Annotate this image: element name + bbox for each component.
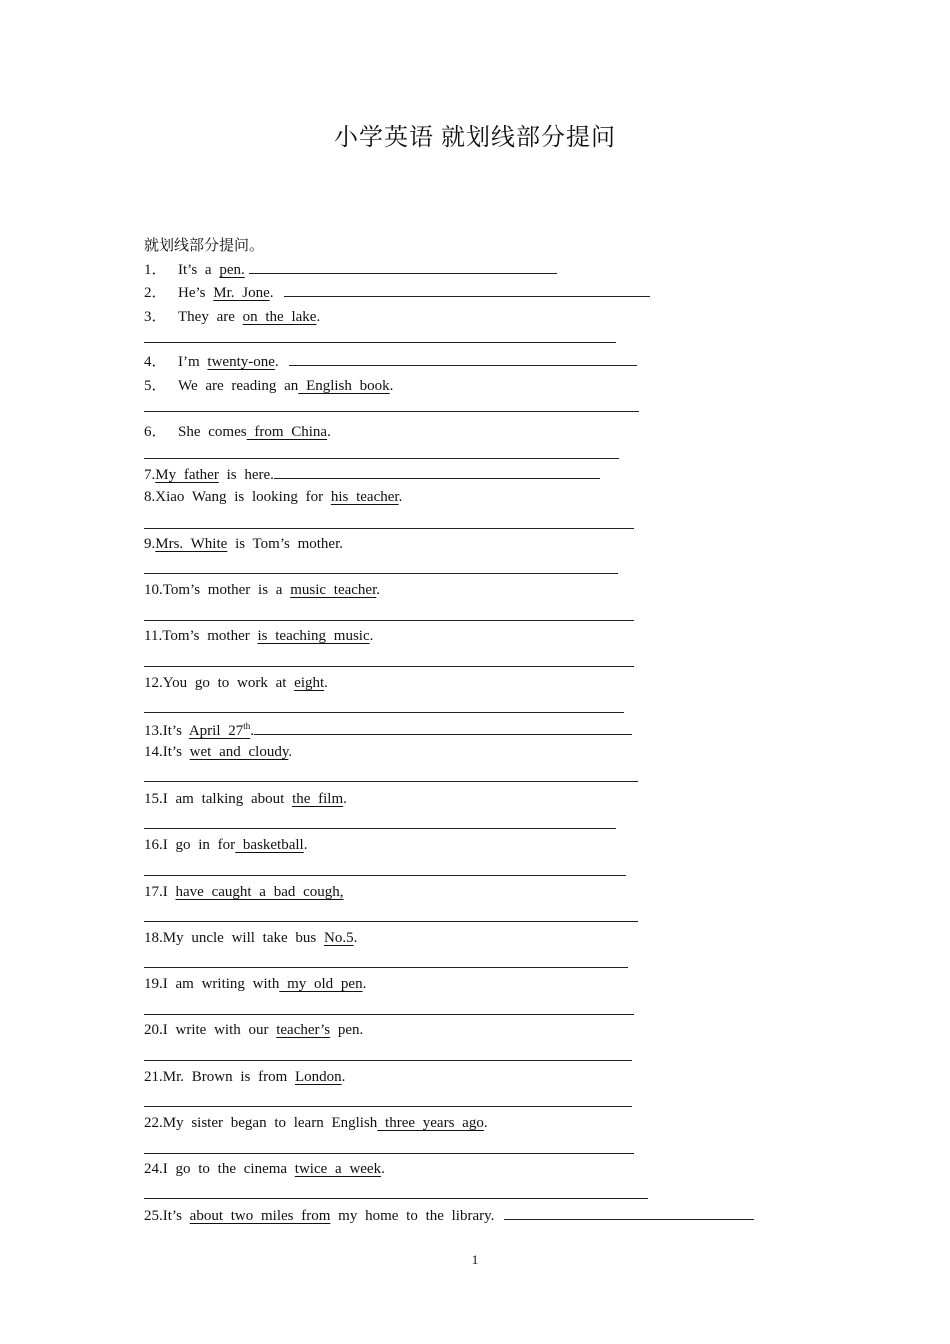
question-text: I go in for	[162, 837, 236, 853]
answer-line[interactable]	[144, 875, 626, 876]
question-number: 9.	[144, 536, 156, 552]
question-text: It’s	[162, 723, 189, 739]
question-text: Tom’s mother	[162, 628, 258, 644]
question-text: Tom’s mother is a	[162, 582, 291, 598]
answer-line[interactable]	[144, 1060, 632, 1061]
underlined-part: three years ago	[377, 1115, 484, 1131]
question-24: 24.I go to the cinema twice a week.	[144, 1161, 385, 1177]
question-text: My uncle will take bus	[162, 930, 324, 946]
question-17	[144, 884, 344, 901]
question-text: It’s	[162, 1208, 190, 1224]
question-number: 8.	[144, 489, 156, 505]
question-number: 6．	[144, 424, 167, 440]
question-number: 2．	[144, 285, 167, 301]
question-number: 1．	[144, 262, 167, 278]
answer-line[interactable]	[144, 921, 638, 922]
question-4: 4． I’m twenty-one.	[144, 350, 637, 371]
underlined-part: Mr. Jone	[213, 285, 270, 301]
question-text: My sister began to learn English	[162, 1115, 378, 1131]
underlined-part: basketball	[235, 837, 304, 853]
answer-blank[interactable]	[284, 295, 650, 297]
underlined-part: eight	[294, 675, 325, 691]
question-text: I am talking about	[162, 791, 293, 807]
underlined-part: teacher’s	[276, 1022, 331, 1038]
question-number: 18.	[144, 930, 163, 946]
underlined-part: No.5	[323, 930, 354, 946]
question-number: 20.	[144, 1022, 163, 1038]
question-6: 6． She comes from China.	[144, 420, 331, 441]
answer-blank[interactable]	[274, 477, 600, 479]
underlined-part: Mrs. White	[155, 536, 228, 552]
answer-line[interactable]	[144, 666, 634, 667]
question-9: 9.Mrs. White is Tom’s mother.	[144, 536, 343, 552]
question-15: 15.I am talking about the film.	[144, 791, 347, 807]
underlined-part: from China	[246, 424, 328, 440]
question-number: 19.	[144, 976, 163, 992]
question-25: 25.It’s about two miles from my home to the library.	[144, 1208, 754, 1225]
question-number: 13.	[144, 723, 163, 739]
answer-blank[interactable]	[254, 733, 632, 735]
question-text: Mr. Brown is from	[162, 1069, 295, 1085]
underlined-part: is teaching music	[257, 628, 370, 644]
answer-line[interactable]	[144, 458, 619, 459]
underlined-part: twice a week	[294, 1161, 382, 1177]
underlined-part: music teacher	[290, 582, 377, 598]
answer-line[interactable]	[144, 781, 638, 782]
question-18: 18.My uncle will take bus No.5.	[144, 930, 358, 946]
question-text: I go to the cinema	[162, 1161, 295, 1177]
answer-line[interactable]	[144, 1153, 634, 1154]
page-title: 小学英语 就划线部分提问	[334, 125, 616, 151]
question-number: 17.	[144, 884, 163, 900]
question-14: 14.It’s wet and cloudy.	[144, 744, 293, 760]
question-number: 4．	[144, 354, 167, 370]
question-text: I write with our	[162, 1022, 277, 1038]
question-text: They are	[178, 309, 243, 325]
question-number: 3．	[144, 309, 167, 325]
question-number: 10.	[144, 582, 163, 598]
answer-line[interactable]	[144, 828, 616, 829]
answer-line[interactable]	[144, 1198, 648, 1199]
question-number: 25.	[144, 1208, 163, 1224]
question-text: It’s	[162, 744, 190, 760]
question-text: I am writing with	[162, 976, 280, 992]
question-number: 22.	[144, 1115, 163, 1131]
question-text: He’s	[178, 285, 214, 301]
question-2: 2． He’s Mr. Jone.	[144, 281, 650, 302]
answer-line[interactable]	[144, 712, 624, 713]
question-22: 22.My sister began to learn English three years ago.	[144, 1115, 488, 1131]
question-text: It’s a	[178, 262, 220, 278]
answer-blank[interactable]	[289, 364, 637, 366]
underlined-part: my old pen	[279, 976, 363, 992]
instructions: 就划线部分提问。	[144, 238, 265, 254]
question-number: 11.	[144, 628, 163, 644]
question-12: 12.You go to work at eight.	[144, 675, 328, 691]
underlined-part: about two miles from	[189, 1208, 331, 1224]
question-number: 16.	[144, 837, 163, 853]
answer-line[interactable]	[144, 342, 616, 343]
underlined-part: April 27th	[188, 721, 251, 739]
question-text: Xiao Wang is looking for	[155, 489, 331, 505]
underlined-part: twenty-one	[207, 354, 275, 370]
question-16: 16.I go in for basketball.	[144, 837, 308, 853]
question-text: She comes	[178, 424, 247, 440]
question-13: 13.It’s April 27th.	[144, 721, 632, 740]
question-text: We are reading an	[178, 378, 299, 394]
underlined-part: his teacher	[330, 489, 399, 505]
question-19: 19.I am writing with my old pen.	[144, 976, 367, 992]
question-number: 14.	[144, 744, 163, 760]
answer-line[interactable]	[144, 528, 634, 529]
page-number: 1	[471, 1252, 479, 1267]
underlined-part: English book	[298, 378, 390, 394]
question-21: 21.Mr. Brown is from London.	[144, 1069, 346, 1085]
answer-line[interactable]	[144, 967, 628, 968]
question-text: I’m	[178, 354, 208, 370]
answer-line[interactable]	[144, 620, 634, 621]
question-text: You go to work at	[162, 675, 295, 691]
answer-line[interactable]	[144, 1106, 632, 1107]
answer-line[interactable]	[144, 1014, 634, 1015]
question-8: 8.Xiao Wang is looking for his teacher.	[144, 489, 403, 505]
answer-line[interactable]	[144, 573, 618, 574]
question-7: 7.My father is here.	[144, 467, 600, 484]
answer-line[interactable]	[144, 411, 639, 412]
question-3: 3． They are on the lake.	[144, 305, 320, 326]
question-5: 5． We are reading an English book.	[144, 374, 393, 395]
underlined-part: on the lake	[242, 309, 317, 325]
question-number: 12.	[144, 675, 163, 691]
underlined-part: My father	[155, 467, 219, 483]
question-1	[144, 258, 557, 279]
question-number: 15.	[144, 791, 163, 807]
question-number: 7.	[144, 467, 156, 483]
question-number: 21.	[144, 1069, 163, 1085]
answer-blank[interactable]	[249, 272, 557, 274]
underlined-part: London	[295, 1069, 342, 1085]
question-20: 20.I write with our teacher’s pen.	[144, 1022, 364, 1038]
underlined-part: have caught a bad cough,	[175, 884, 344, 900]
underlined-part: pen.	[219, 262, 245, 278]
question-11: 11.Tom’s mother is teaching music.	[144, 628, 374, 644]
question-number: 24.	[144, 1161, 163, 1177]
answer-blank[interactable]	[504, 1218, 754, 1220]
question-number: 5．	[144, 378, 167, 394]
underlined-part: wet and cloudy	[189, 744, 289, 760]
question-text: I	[162, 884, 176, 900]
question-10: 10.Tom’s mother is a music teacher.	[144, 582, 380, 598]
underlined-part: the film	[292, 791, 344, 807]
